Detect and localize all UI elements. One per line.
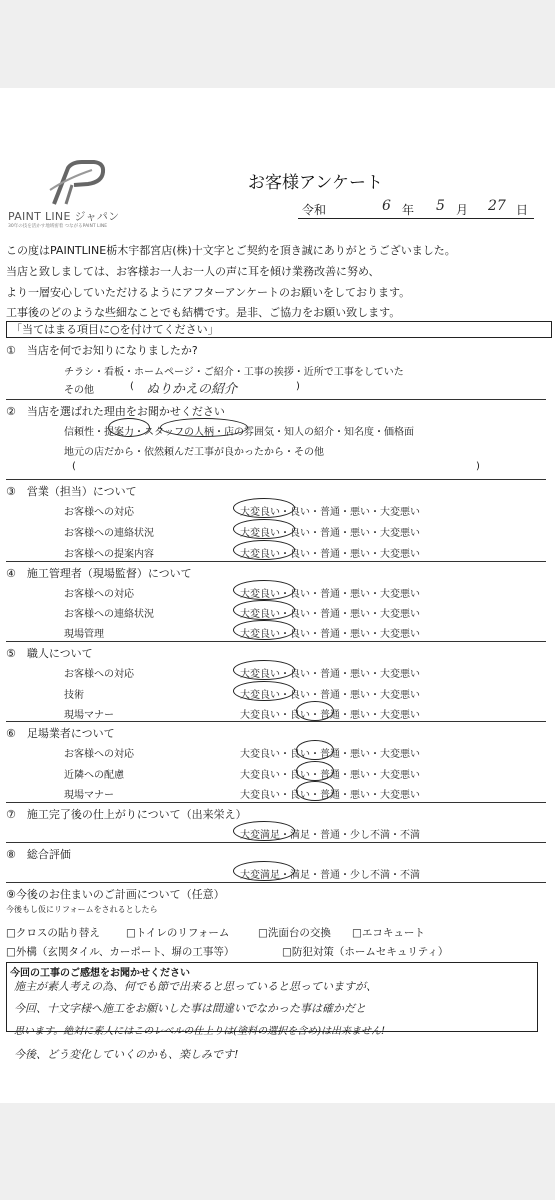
q7-title: ⑦ 施工完了後の仕上がりについて（出来栄え） [6, 808, 247, 821]
q5-item-2: 技術 [64, 690, 84, 701]
divider [6, 882, 546, 883]
divider [6, 802, 546, 803]
q3-circle-2 [233, 519, 295, 539]
q4-circle-3 [233, 620, 295, 640]
q5-scale-3: 大変良い・良い・普通・悪い・大変悪い [240, 710, 420, 721]
q5-circle-3 [296, 701, 334, 721]
q1-other-open: ( [130, 381, 134, 392]
q4-scale-1: 大変良い・良い・普通・悪い・大変悪い [240, 589, 420, 600]
q2-options-1: 信頼性・提案力・スタッフの人柄・店の雰囲気・知人の紹介・知名度・価格面 [64, 427, 414, 438]
q8-scale: 大変満足・満足・普通・少し不満・不満 [240, 870, 420, 881]
q7-circle [233, 821, 295, 841]
q5-circle-1 [233, 660, 295, 680]
q2-paren-close: ) [476, 461, 480, 472]
intro-line-2: 当店と致しましては、お客様お一人お一人の声に耳を傾け業務改善に努め、 [6, 265, 380, 278]
instruction-box [6, 321, 552, 338]
q6-item-1: お客様への対応 [64, 749, 134, 760]
intro-line-4: 工事後のどのような些細なことでも結構です。是非、ご協力をお願い致します。 [6, 306, 401, 319]
q6-scale-3: 大変良い・良い・普通・悪い・大変悪い [240, 790, 420, 801]
q6-scale-1: 大変良い・良い・普通・悪い・大変悪い [240, 749, 420, 760]
q2-circle-staff [160, 418, 248, 437]
comment-label: 今回の工事のご感想をお聞かせください [10, 968, 190, 979]
q4-item-2: お客様への連絡状況 [64, 609, 154, 620]
q5-scale-1: 大変良い・良い・普通・悪い・大変悪い [240, 669, 420, 680]
q9-option-exterior: □外構（玄関タイル、カーポート、塀の工事等） [6, 946, 235, 958]
page-title: お客様アンケート [248, 173, 383, 193]
q5-item-3: 現場マナー [64, 710, 114, 721]
comment-line-3: 思います。絶対に素人にはこのレベルの仕上りは(塗料の選択を含め)は出来ません! [14, 1026, 386, 1037]
q1-other-label: その他 [64, 385, 94, 396]
instruction-text: 「当てはまる項目に○を付けてください」 [11, 323, 219, 336]
date-year-value: 6 [382, 198, 391, 214]
q1-other-close: ) [296, 381, 300, 392]
intro-line-1: この度はPAINTLINE栃木宇都宮店(株)十文字とご契約を頂き誠にありがとうございました。 [6, 244, 456, 257]
q6-scale-2: 大変良い・良い・普通・悪い・大変悪い [240, 770, 420, 781]
q6-title: ⑥ 足場業者について [6, 727, 115, 740]
q8-title: ⑧ 総合評価 [6, 848, 71, 861]
q2-paren-open: ( [72, 461, 76, 472]
q6-circle-1 [296, 740, 334, 760]
date-year-unit: 年 [402, 203, 415, 217]
comment-line-4: 今後、どう変化していくのかも、楽しみです! [14, 1048, 239, 1061]
date-day-unit: 日 [516, 203, 529, 217]
brand-logo [8, 160, 128, 230]
q9-note: 今後もし仮にリフォームをされるとしたら [6, 905, 158, 914]
q6-circle-2 [296, 761, 334, 781]
q9-option-security: □防犯対策（ホームセキュリティ） [282, 946, 449, 958]
q3-circle-3 [233, 540, 295, 560]
comment-line-2: 今回、十文字様へ施工をお願いした事は間違いでなかった事は確かだと [14, 1002, 366, 1015]
date-month-value: 5 [436, 198, 445, 214]
bottom-margin [0, 1103, 555, 1200]
q3-item-2: お客様への連絡状況 [64, 528, 154, 539]
q9-option-washbasin: □洗面台の交換 [258, 927, 331, 939]
paintline-logo-icon [48, 160, 106, 206]
q9-title: ⑨今後のお住まいのご計画について（任意） [6, 888, 225, 901]
q3-title: ③ 営業（担当）について [6, 485, 137, 498]
q9-option-cross: □クロスの貼り替え [6, 927, 100, 939]
divider [6, 399, 546, 400]
q4-scale-2: 大変良い・良い・普通・悪い・大変悪い [240, 609, 420, 620]
brand-name: PAINT LINE ジャパン [8, 210, 120, 223]
q5-item-1: お客様への対応 [64, 669, 134, 680]
q6-item-2: 近隣への配慮 [64, 770, 124, 781]
q1-title: ① 当店を何でお知りになりましたか? [6, 344, 198, 357]
q3-scale-2: 大変良い・良い・普通・悪い・大変悪い [240, 528, 420, 539]
q3-circle-1 [233, 498, 295, 518]
q5-circle-2 [233, 681, 295, 701]
q4-item-1: お客様への対応 [64, 589, 134, 600]
q1-options: チラシ・看板・ホームページ・ご紹介・工事の挨拶・近所で工事をしていた [64, 367, 404, 378]
intro-line-3: より一層安心していただけるようにアフターアンケートのお願いをしております。 [6, 286, 411, 299]
q5-scale-2: 大変良い・良い・普通・悪い・大変悪い [240, 690, 420, 701]
q4-circle-1 [233, 580, 295, 600]
q4-circle-2 [233, 600, 295, 620]
q9-option-toilet: □トイレのリフォーム [126, 927, 230, 939]
date-day-value: 27 [488, 198, 506, 214]
q5-title: ⑤ 職人について [6, 647, 93, 660]
top-margin [0, 0, 555, 88]
date-era: 令和 [302, 203, 327, 217]
q2-circle-teianryoku [108, 418, 150, 437]
q8-circle [233, 861, 295, 881]
divider [6, 842, 546, 843]
q9-option-ecocute: □エコキュート [352, 927, 425, 939]
q2-options-2: 地元の店だから・依然頼んだ工事が良かったから・その他 [64, 447, 324, 458]
q3-scale-3: 大変良い・良い・普通・悪い・大変悪い [240, 549, 420, 560]
q3-scale-1: 大変良い・良い・普通・悪い・大変悪い [240, 507, 420, 518]
divider [6, 479, 546, 480]
q6-item-3: 現場マナー [64, 790, 114, 801]
divider [6, 561, 546, 562]
q7-scale: 大変満足・満足・普通・少し不満・不満 [240, 830, 420, 841]
divider [6, 641, 546, 642]
q4-title: ④ 施工管理者（現場監督）について [6, 567, 192, 580]
q3-item-1: お客様への対応 [64, 507, 134, 518]
q2-title: ② 当店を選ばれた理由をお聞かせください [6, 405, 225, 418]
brand-tagline: 30年の技を活かす地域密着 つながるPAINT LINE [8, 224, 108, 229]
q3-item-3: お客様への提案内容 [64, 549, 154, 560]
date-month-unit: 月 [456, 203, 469, 217]
divider [6, 721, 546, 722]
q1-other-answer: ぬりかえの紹介 [146, 382, 238, 397]
q4-scale-3: 大変良い・良い・普通・悪い・大変悪い [240, 629, 420, 640]
date-field [298, 200, 534, 219]
q6-circle-3 [296, 781, 334, 801]
q4-item-3: 現場管理 [64, 629, 104, 640]
comment-line-1: 施主が素人考えの為、何でも節で出来ると思っていると思っていますが、 [14, 980, 377, 993]
